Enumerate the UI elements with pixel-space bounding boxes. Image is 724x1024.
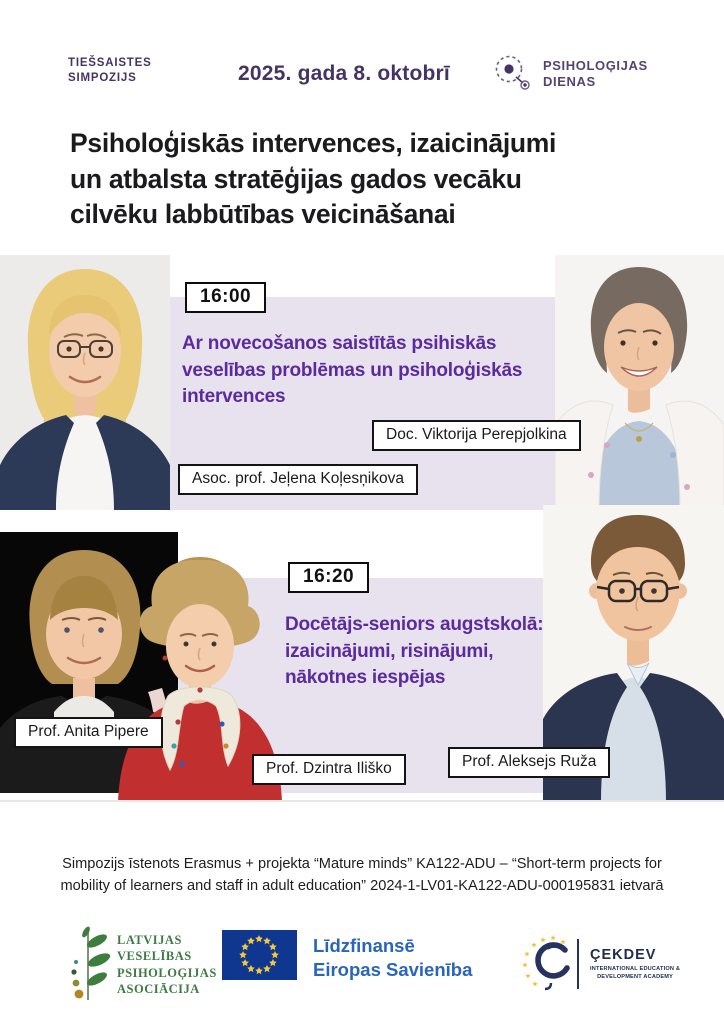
psihologijas-dienas-label [543,58,648,91]
erasmus-note-line2: mobility of learners and staff in adult education” 2024-1-LV01-KA122-ADU-000195831 ietvarā [60,877,664,894]
eu-funding-label [313,934,472,983]
pd-logo-line1: PSIHOLOĢIJAS [543,57,648,73]
photo-jelena-kolesnikova [0,255,170,510]
stars-spiral-icon [518,933,582,995]
poster-title-line1: Psiholoģiskās intervences, izaicinājumi [70,128,557,158]
session1-title-line1: Ar novecošanos saistītās psihiskās [182,333,497,354]
cekdev-tagline [590,965,680,982]
session2-title-line2: izaicinājumi, risinājumi, [285,640,494,662]
poster-title-line2: un atbalsta stratēģijas gados vecāku [70,163,522,194]
session1-title [182,331,522,411]
session2-time-badge: 16:20 [288,562,369,593]
session1-title-line2: veselības problēmas un psiholoģiskās [182,359,523,381]
lvpa-line3: PSIHOLOĢIJAS [117,965,217,980]
poster-title-line3: cilvēku labbūtības veicināšanai [70,199,456,229]
speaker-tag-viktorija-perepjolkina: Doc. Viktorija Perepjolkina [372,420,581,451]
lvpa-line1: LATVIJAS [117,933,182,947]
cekdev-tagline-line1: INTERNATIONAL EDUCATION & [590,965,681,972]
speaker-tag-anita-pipere: Prof. Anita Pipere [14,717,163,748]
cekdev-logo [518,933,680,995]
cekdev-name: ÇEKDEV [590,946,657,963]
cekdev-label [590,947,680,982]
poster-title [70,126,556,233]
session2-title-line1: Docētājs-seniors augstskolā: [285,614,544,635]
lvpa-line2: VESELĪBAS [117,949,192,964]
lvpa-line4: ASOCIĀCIJA [117,981,200,996]
erasmus-note [52,854,672,898]
photo-viktorija-perepjolkina [555,255,724,510]
psihologijas-dienas-logo [494,54,648,94]
photo-row-divider [0,800,724,802]
funding-line1: Līdzfinansē [313,935,415,956]
pd-logo-line2: DIENAS [543,74,596,89]
lvpa-label [117,924,217,997]
event-type-line2: SIMPOZIJS [68,71,137,84]
lvpa-logo [64,924,217,1004]
event-date: 2025. gada 8. oktobrī [238,62,450,85]
funding-line2: Eiropas Savienība [313,959,473,981]
cekdev-tagline-line2: DEVELOPMENT ACADEMY [597,974,674,980]
speaker-tag-aleksejs-ruza: Prof. Aleksejs Ruža [448,747,610,778]
network-nodes-icon [494,54,534,94]
speaker-tag-jelena-kolesnikova: Asoc. prof. Jeļena Koļesņikova [178,464,418,495]
session2-title [285,612,543,692]
erasmus-note-line1: Simpozijs īstenots Erasmus + projekta “Mature minds” KA122-ADU – “Short-term projects for [62,856,662,872]
event-type-line1: TIEŠSAISTES [68,57,152,69]
plant-leaves-icon [64,924,110,1004]
session1-title-line3: intervences [182,386,286,408]
speaker-tag-dzintra-ilisko: Prof. Dzintra Iliško [252,754,406,785]
session2-title-line3: nākotnes iespējas [285,667,446,689]
event-type-label [68,56,152,86]
session1-time-badge: 16:00 [185,282,266,313]
eu-flag-icon [222,930,297,980]
